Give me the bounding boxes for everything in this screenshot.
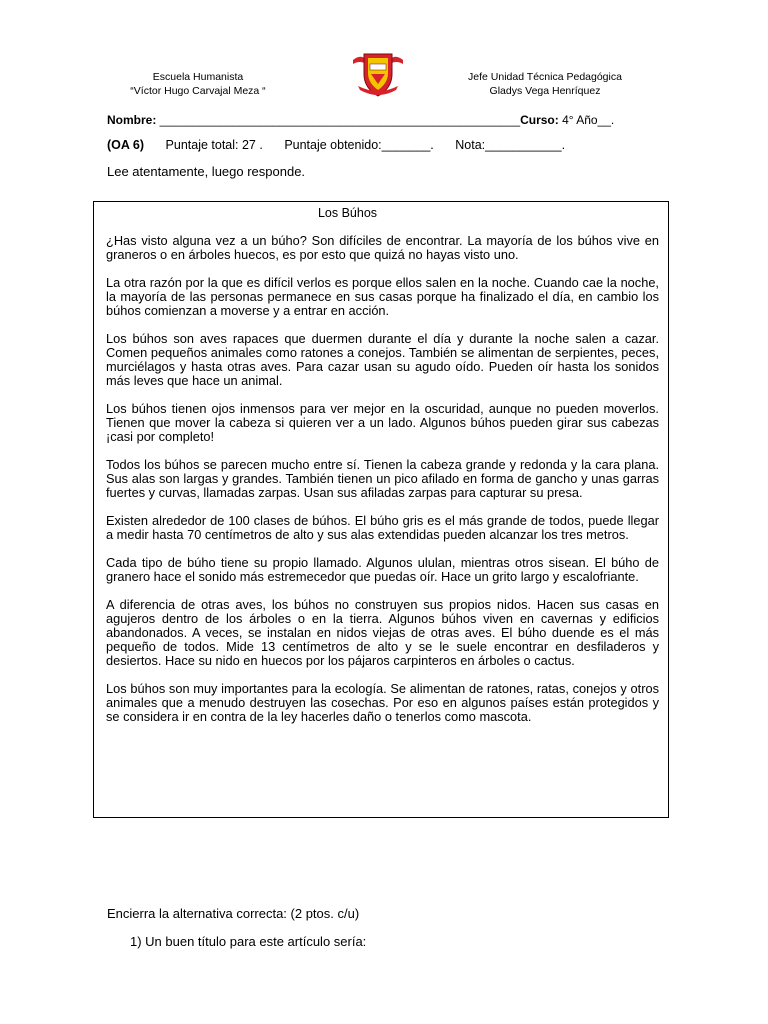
nombre-blank[interactable]: ______________________________________________________ [156,113,521,127]
curso-value[interactable]: 4° Año__. [558,113,615,127]
questions-instruction: Encierra la alternativa correcta: (2 ptos. c/u) [107,906,360,921]
school-name: Escuela Humanista [152,71,244,83]
school-header [118,70,278,98]
school-crest-icon [350,50,406,100]
puntaje-obtenido[interactable]: Puntaje obtenido:_______. [284,138,434,152]
article-box [93,201,669,818]
article-paragraph: Todos los búhos se parecen mucho entre sí. Tienen la cabeza grande y redonda y la cara plana. Sus alas son largas y grandes. También tienen un pico afilado en forma de gancho y unas garras fuertes y curvas, llamadas zarpas. Usan sus afiladas zarpas para capturar su presa. [106,457,659,500]
article-paragraph: La otra razón por la que es difícil verlos es porque ellos salen en la noche. Cuando cae la noche, la mayoría de las personas permanece en sus casas porque ha finalizado el día, en cambio los búhos comienzan a moverse y a entrar en acción. [106,275,659,318]
jefe-title: Jefe Unidad Técnica Pedagógica [468,71,622,83]
article-paragraph: ¿Has visto alguna vez a un búho? Son difíciles de encontrar. La mayoría de los búhos vive en graneros o en árboles huecos, es por esto que quizá no hayas visto uno. [106,233,659,262]
article-paragraph: A diferencia de otras aves, los búhos no construyen sus propios nidos. Hacen sus casas en agujeros dentro de los árboles o en la tierra. Algunos búhos viven en cavernas y edificios abandonados. A veces, se instalan en nidos viejas de otras aves. El búho duende es el más pequeño de todos. Mide 13 centímetros de alto y se le suele encontrar en desfiladeros y desiertos. Hace su nido en huecos por los pájaros carpinteros en árboles o cactus. [106,597,659,668]
nota[interactable]: Nota:___________. [455,138,566,152]
reading-instruction: Lee atentamente, luego responde. [107,164,306,179]
puntaje-total: Puntaje total: 27 . [165,138,263,152]
article-paragraph: Cada tipo de búho tiene su propio llamado. Algunos ululan, mientras otros sisean. El búho de granero hace el sonido más estremecedor que puedas oír. Hace un grito largo y escalofriante. [106,555,659,584]
article-title: Los Búhos [317,206,378,220]
article-paragraph: Los búhos son aves rapaces que duermen durante el día y durante la noche salen a cazar. Comen pequeños animales como ratones a conejos. También se alimentan de serpientes, peces, murciélagos y hasta otras aves. Para cazar usan su agudo oído. Pueden oír hasta los sonidos más leves que hace un animal. [106,331,659,388]
jefe-header [440,70,650,98]
school-subname: “Víctor Hugo Carvajal Meza “ [130,85,266,97]
nombre-label: Nombre: [107,113,157,127]
article-paragraph: Los búhos tienen ojos inmensos para ver mejor en la oscuridad, aunque no pueden moverlos. Tienen que mover la cabeza si quieren ver a un lado. Algunos búhos pueden girar sus cabezas ¡casi por completo! [106,401,659,444]
article-paragraph: Los búhos son muy importantes para la ecología. Se alimentan de ratones, ratas, conejos y otros animales que a menudo destruyen las cosechas. Por eso en algunos países están protegidos y se considera ir en contra de la ley hacerles daño o tenerlos como mascota. [106,681,659,724]
student-line [107,113,677,127]
score-line [107,138,687,152]
oa-code: (OA 6) [107,138,145,152]
curso-label: Curso: [520,113,559,127]
jefe-name: Gladys Vega Henríquez [489,85,601,97]
article-paragraph: Existen alrededor de 100 clases de búhos. El búho gris es el más grande de todos, puede llegar a medir hasta 70 centímetros de alto y sus alas extendidas pueden alcanzar los tres metros. [106,513,659,542]
question-1: 1) Un buen título para este artículo sería: [130,934,367,949]
